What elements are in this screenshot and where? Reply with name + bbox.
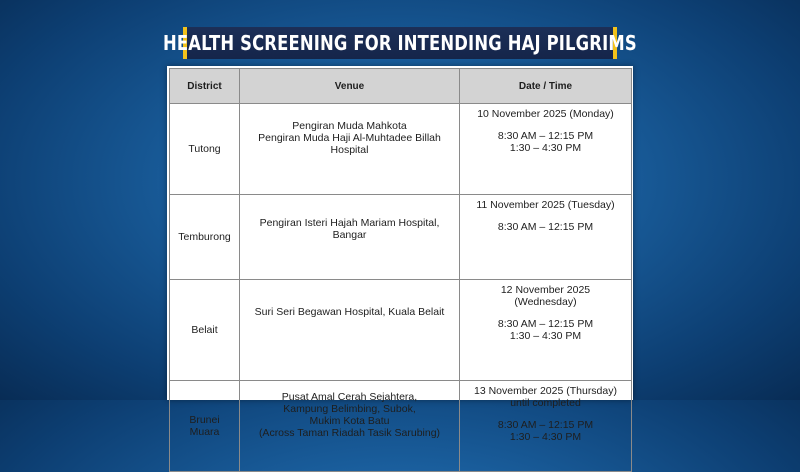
header-venue: Venue: [240, 69, 460, 104]
date-time-cell: [460, 381, 632, 472]
time-line: 8:30 AM – 12:15 PM: [497, 130, 594, 142]
header-district: District: [170, 69, 240, 104]
venue-line: Bangar: [332, 229, 367, 241]
venue-cell: [240, 381, 460, 472]
venue-cell: [240, 280, 460, 381]
district-cell: [170, 195, 240, 280]
table-header-row: [170, 69, 632, 104]
title-banner: [163, 27, 637, 59]
time-line: 1:30 – 4:30 PM: [509, 330, 582, 342]
venue-line: Pusat Amal Cerah Sejahtera,: [281, 391, 418, 403]
date-time-cell: [460, 195, 632, 280]
date-line: 12 November 2025: [500, 284, 591, 296]
district-cell: [170, 381, 240, 472]
date-line: 11 November 2025 (Tuesday): [476, 199, 615, 211]
schedule-document: [167, 66, 633, 443]
schedule-table: [169, 68, 632, 472]
district-name: Brunei: [189, 414, 220, 426]
spacer: [464, 409, 627, 419]
venue-line: Pengiran Muda Mahkota: [292, 120, 407, 132]
district-cell: [170, 104, 240, 195]
date-line: 13 November 2025 (Thursday): [474, 385, 617, 397]
date-line: 10 November 2025 (Monday): [477, 108, 614, 120]
table-row: [170, 195, 632, 280]
venue-line: Mukim Kota Batu: [309, 415, 390, 427]
time-line: 8:30 AM – 12:15 PM: [497, 318, 594, 330]
venue-line: (Across Taman Riadah Tasik Sarubing): [258, 427, 441, 439]
date-time-cell: [460, 104, 632, 195]
table-row: [170, 280, 632, 381]
time-line: 1:30 – 4:30 PM: [509, 142, 582, 154]
header-date-time: Date / Time: [460, 69, 632, 104]
date-line: until completed: [510, 397, 581, 409]
spacer: [464, 308, 627, 318]
venue-line: Kampung Belimbing, Subok,: [283, 403, 416, 415]
spacer: [464, 211, 627, 221]
venue-line: Pengiran Isteri Hajah Mariam Hospital,: [259, 217, 440, 229]
venue-line: Hospital: [330, 144, 369, 156]
time-line: 1:30 – 4:30 PM: [509, 431, 582, 443]
district-name: Tutong: [188, 143, 221, 155]
venue-cell: [240, 104, 460, 195]
date-time-cell: [460, 280, 632, 381]
banner-title: HEALTH SCREENING FOR INTENDING HAJ PILGRIMS: [163, 31, 637, 55]
time-line: 8:30 AM – 12:15 PM: [497, 221, 594, 233]
venue-line: Suri Seri Begawan Hospital, Kuala Belait: [254, 306, 445, 318]
venue-line: Pengiran Muda Haji Al-Muhtadee Billah: [258, 132, 441, 144]
district-name: Temburong: [178, 231, 231, 243]
district-name: Muara: [189, 426, 220, 438]
date-line: (Wednesday): [514, 296, 577, 308]
district-name: Belait: [191, 324, 218, 336]
spacer: [464, 120, 627, 130]
district-cell: [170, 280, 240, 381]
table-row: [170, 381, 632, 472]
venue-cell: [240, 195, 460, 280]
time-line: 8:30 AM – 12:15 PM: [497, 419, 594, 431]
table-row: [170, 104, 632, 195]
